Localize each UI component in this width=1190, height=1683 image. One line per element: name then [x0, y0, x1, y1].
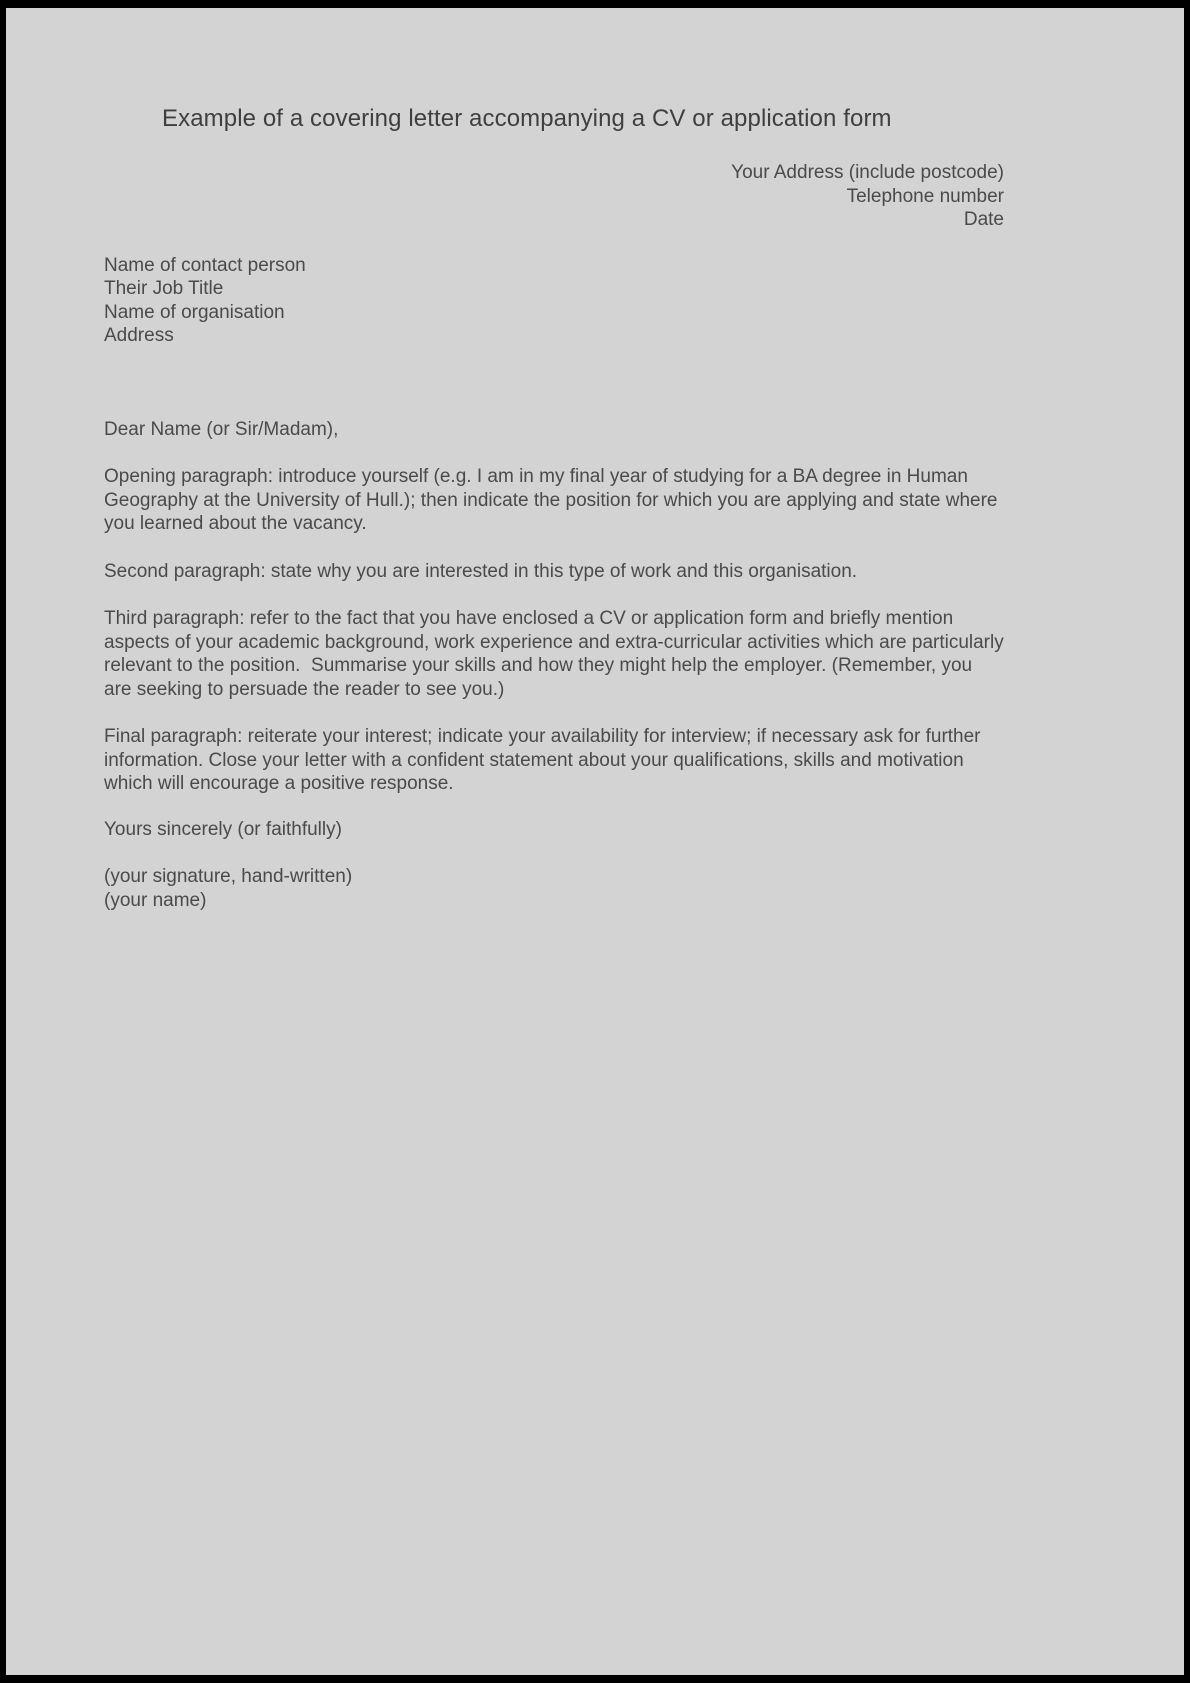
recipient-address-block	[104, 254, 1004, 348]
sender-address-block	[104, 161, 1004, 232]
sender-date-line: Date	[963, 209, 1004, 230]
paragraph-opening: Opening paragraph: introduce yourself (e.g. I am in my final year of studying for a BA degree in Human Geography at the University of Hull.); then indicate the position for which you are applying and state where you learned about the vacancy.	[104, 466, 1003, 534]
recipient-organisation: Name of organisation	[104, 301, 285, 323]
paragraph-second: Second paragraph: state why you are interested in this type of work and this organisation.	[104, 560, 858, 582]
sign-off: Yours sincerely (or faithfully)	[104, 818, 342, 840]
recipient-job-title: Their Job Title	[104, 278, 224, 299]
paragraph-final: Final paragraph: reiterate your interest; indicate your availability for interview; if necessary ask for further information. Close your letter with a confident statement about your qualifications, skills and motivation which will encourage a positive response.	[104, 726, 986, 794]
page-title: Example of a covering letter accompanying a CV or application form	[162, 105, 892, 132]
recipient-address: Address	[104, 325, 174, 346]
salutation: Dear Name (or Sir/Madam),	[104, 418, 339, 440]
sender-address-line: Your Address (include postcode)	[731, 162, 1004, 183]
page-sheet	[6, 8, 1184, 1675]
signature-placeholder: (your signature, hand-written)	[104, 866, 353, 887]
sender-telephone-line: Telephone number	[846, 185, 1004, 207]
letter-content	[104, 104, 1010, 912]
paragraph-third: Third paragraph: refer to the fact that you have enclosed a CV or application form and briefly mention aspects of your academic background, work experience and extra-curricular activities which are particularly relevant to the position. Summarise your skills and how they might help the employer. (Remember, you are seeking to persuade the reader to see you.)	[104, 608, 1010, 700]
sender-name-placeholder: (your name)	[104, 889, 207, 911]
signature-block	[104, 865, 1004, 912]
recipient-contact-name: Name of contact person	[104, 254, 306, 276]
